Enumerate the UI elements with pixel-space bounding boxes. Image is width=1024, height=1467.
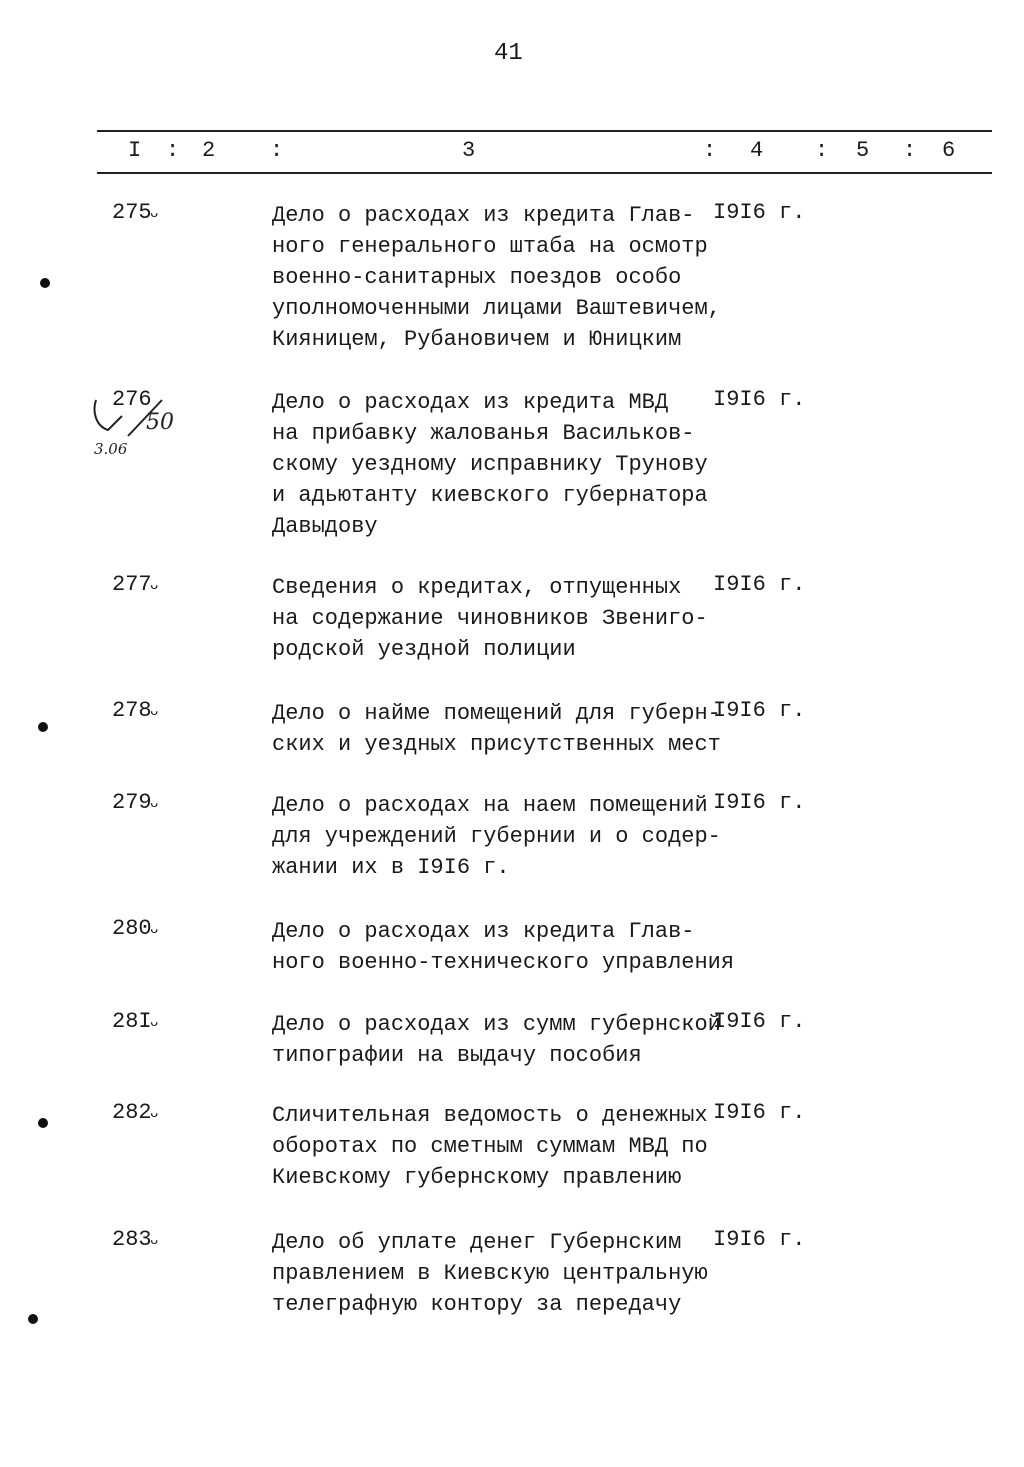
entry-title bbox=[272, 1100, 708, 1193]
column-separator: : bbox=[903, 138, 917, 163]
entry-title bbox=[272, 572, 708, 665]
entry-title bbox=[272, 387, 708, 542]
header-bottom-rule bbox=[97, 172, 992, 174]
entry-title-line: телеграфную контору за передачу bbox=[272, 1292, 682, 1317]
entry-year: I9I6 г. bbox=[713, 387, 806, 412]
entry-year: I9I6 г. bbox=[713, 1009, 806, 1034]
entry-title-line: Дело об уплате денег Губернским bbox=[272, 1230, 682, 1255]
check-mark: ᴗ bbox=[150, 1015, 159, 1031]
entry-title-line: и адьютанту киевского губернатора bbox=[272, 483, 708, 508]
entry-year: I9I6 г. bbox=[713, 1100, 806, 1125]
column-header-1: I bbox=[128, 138, 142, 163]
entry-title-line: Кияницем, Рубановичем и Юницким bbox=[272, 327, 682, 352]
punch-hole bbox=[40, 278, 50, 288]
entry-title-line: Дело о найме помещений для губерн- bbox=[272, 701, 721, 726]
entry-title-line: родской уездной полиции bbox=[272, 637, 576, 662]
entry-title bbox=[272, 790, 721, 883]
column-separator: : bbox=[703, 138, 717, 163]
entry-title-line: скому уездному исправнику Трунову bbox=[272, 452, 708, 477]
entry-year: I9I6 г. bbox=[713, 790, 806, 815]
entry-title-line: на прибавку жалованья Васильков- bbox=[272, 421, 695, 446]
handwritten-note: 3.06 bbox=[94, 440, 128, 458]
punch-hole bbox=[38, 1118, 48, 1128]
entry-year: I9I6 г. bbox=[713, 1227, 806, 1252]
entry-title-line: правлением в Киевскую центральную bbox=[272, 1261, 708, 1286]
entry-title-line: Киевскому губернскому правлению bbox=[272, 1165, 682, 1190]
entry-title-line: Дело о расходах из кредита Глав- bbox=[272, 203, 695, 228]
entry-title-line: Давыдову bbox=[272, 514, 378, 539]
column-header-4: 4 bbox=[750, 138, 764, 163]
entry-number: 276 bbox=[112, 387, 152, 412]
entry-title-line: типографии на выдачу пособия bbox=[272, 1043, 642, 1068]
entry-title-line: на содержание чиновников Звениго- bbox=[272, 606, 708, 631]
entry-title-line: уполномоченными лицами Ваштевичем, bbox=[272, 296, 721, 321]
column-separator: : bbox=[815, 138, 829, 163]
entry-title-line: Дело о расходах из сумм губернской bbox=[272, 1012, 721, 1037]
entry-title bbox=[272, 698, 721, 760]
entry-title-line: ного генерального штаба на осмотр bbox=[272, 234, 708, 259]
entry-title-line: Дело о расходах из кредита Глав- bbox=[272, 919, 695, 944]
punch-hole bbox=[28, 1314, 38, 1324]
entry-title-line: военно-санитарных поездов особо bbox=[272, 265, 682, 290]
entry-title bbox=[272, 916, 734, 978]
page-number: 41 bbox=[494, 40, 523, 67]
entry-title-line: Дело о расходах из кредита МВД bbox=[272, 390, 669, 415]
check-mark: ᴗ bbox=[150, 796, 159, 812]
entry-number: 275 bbox=[112, 200, 152, 225]
entry-title-line: ских и уездных присутственных мест bbox=[272, 732, 721, 757]
entry-title bbox=[272, 1227, 708, 1320]
column-header-6: 6 bbox=[942, 138, 956, 163]
entry-year: I9I6 г. bbox=[713, 572, 806, 597]
column-separator: : bbox=[270, 138, 284, 163]
column-header-5: 5 bbox=[856, 138, 870, 163]
punch-hole bbox=[38, 722, 48, 732]
entry-number: 277 bbox=[112, 572, 152, 597]
column-separator: : bbox=[166, 138, 180, 163]
entry-number: 282 bbox=[112, 1100, 152, 1125]
entry-title-line: для учреждений губернии и о содер- bbox=[272, 824, 721, 849]
entry-year: I9I6 г. bbox=[713, 200, 806, 225]
entry-title-line: Сличительная ведомость о денежных bbox=[272, 1103, 708, 1128]
entry-number: 283 bbox=[112, 1227, 152, 1252]
check-mark: ᴗ bbox=[150, 578, 159, 594]
entry-title-line: Дело о расходах на наем помещений bbox=[272, 793, 708, 818]
header-top-rule bbox=[97, 130, 992, 132]
entry-title-line: Сведения о кредитах, отпущенных bbox=[272, 575, 682, 600]
entry-number: 279 bbox=[112, 790, 152, 815]
handwritten-folio: 50 bbox=[146, 410, 174, 435]
entry-title bbox=[272, 200, 721, 355]
entry-title-line: жании их в I9I6 г. bbox=[272, 855, 510, 880]
check-mark: ᴗ bbox=[150, 1233, 159, 1249]
column-header-2: 2 bbox=[202, 138, 216, 163]
entry-number: 278 bbox=[112, 698, 152, 723]
check-mark: ᴗ bbox=[150, 704, 159, 720]
entry-number: 280 bbox=[112, 916, 152, 941]
column-header-3: 3 bbox=[462, 138, 476, 163]
check-mark: ᴗ bbox=[150, 206, 159, 222]
entry-number: 28I bbox=[112, 1009, 152, 1034]
check-mark: ᴗ bbox=[150, 1106, 159, 1122]
check-mark: ᴗ bbox=[150, 922, 159, 938]
entry-title-line: оборотах по сметным суммам МВД по bbox=[272, 1134, 708, 1159]
entry-title-line: ного военно-технического управления bbox=[272, 950, 735, 975]
entry-title bbox=[272, 1009, 721, 1071]
entry-year: I9I6 г. bbox=[713, 698, 806, 723]
